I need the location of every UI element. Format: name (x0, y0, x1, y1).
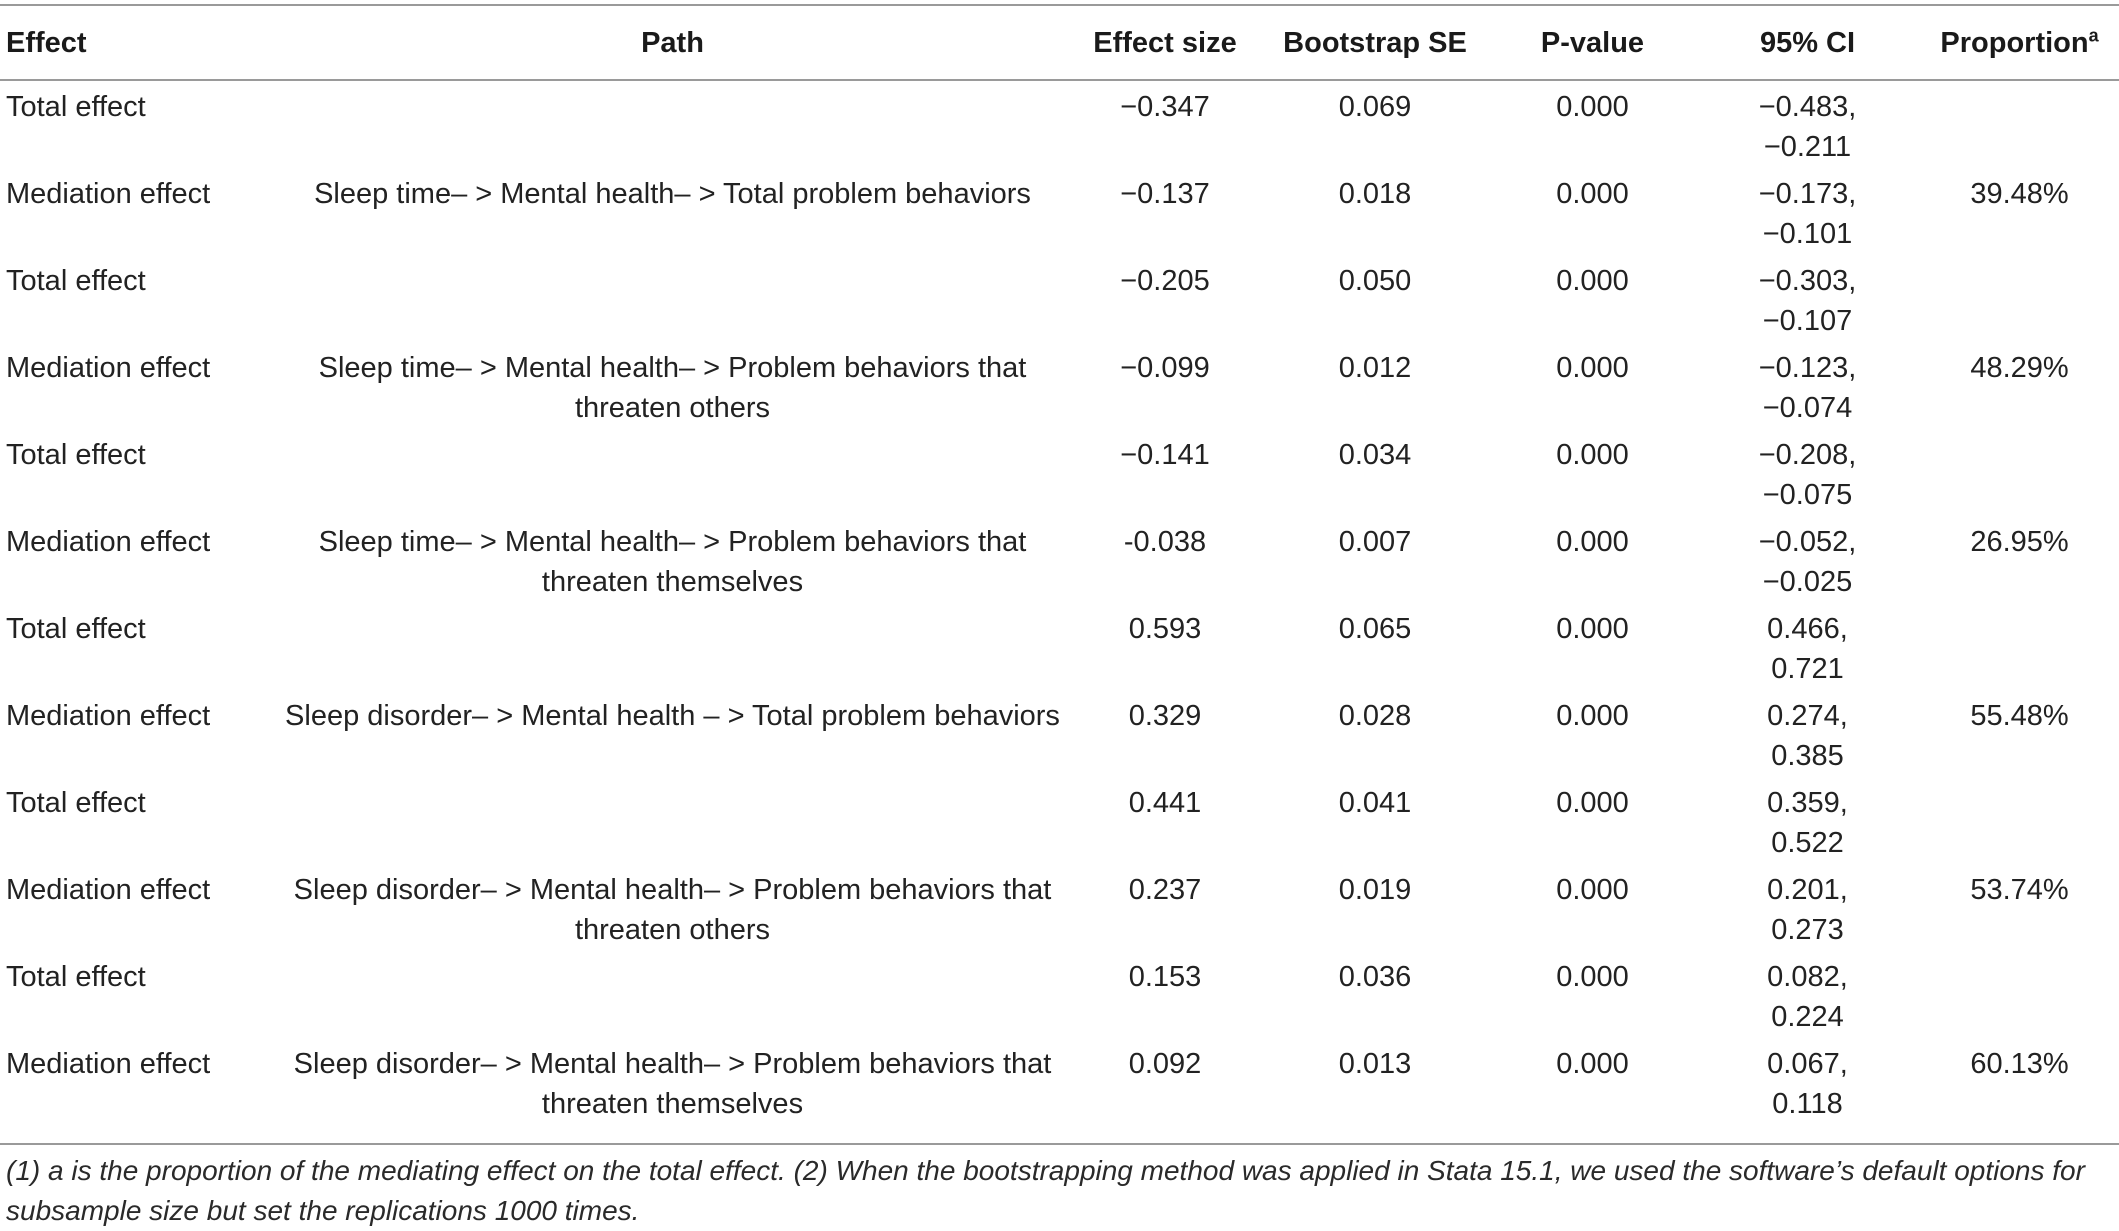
ci-lower: −0.123, (1758, 352, 1857, 384)
cell-effect: Mediation effect (6, 178, 211, 210)
cell-p-value: 0.000 (1556, 874, 1629, 906)
header-proportion-superscript: a (2088, 24, 2099, 45)
cell-ci (1695, 255, 1920, 342)
cell-effect-size: 0.593 (1128, 613, 1202, 645)
cell-bootstrap-se: 0.028 (1338, 700, 1412, 732)
ci-upper: −0.101 (1762, 218, 1853, 250)
cell-effect-size: 0.329 (1128, 700, 1202, 732)
header-p-value: P-value (1490, 5, 1695, 80)
cell-bootstrap-se: 0.012 (1338, 352, 1412, 384)
cell-effect: Mediation effect (6, 874, 211, 906)
cell-bootstrap-se: 0.007 (1338, 526, 1412, 558)
cell-path (275, 603, 1070, 690)
ci-upper: 0.721 (1771, 653, 1844, 685)
cell-bootstrap-se: 0.036 (1338, 961, 1412, 993)
cell-ci (1695, 864, 1920, 951)
header-path: Path (275, 5, 1070, 80)
cell-bootstrap-se: 0.018 (1338, 178, 1412, 210)
header-proportion-label: Proportion (1940, 26, 2089, 59)
mediation-effects-table (0, 4, 2119, 1125)
cell-effect: Total effect (6, 787, 146, 819)
table-footnote: (1) a is the proportion of the mediating effect on the total effect. (2) When the bootstrapping method was applied in Stata 15.1, we used the software’s default options for subsample size but set the replications 1000 times. (0, 1143, 2119, 1231)
cell-effect-size: −0.099 (1120, 352, 1210, 384)
cell-effect: Total effect (6, 961, 146, 993)
table-row (0, 1038, 2119, 1125)
cell-proportion: 53.74% (1970, 874, 2069, 906)
cell-effect-size: −0.205 (1120, 265, 1210, 297)
cell-p-value: 0.000 (1556, 1048, 1629, 1080)
header-row (0, 5, 2119, 80)
cell-bootstrap-se: 0.069 (1338, 91, 1412, 123)
ci-upper: 0.385 (1771, 740, 1844, 772)
cell-ci (1695, 168, 1920, 255)
cell-p-value: 0.000 (1556, 700, 1629, 732)
cell-proportion: 48.29% (1970, 352, 2069, 384)
ci-lower: −0.208, (1758, 439, 1857, 471)
ci-lower: −0.173, (1758, 178, 1857, 210)
cell-path (275, 951, 1070, 1038)
cell-effect: Total effect (6, 439, 146, 471)
cell-ci (1695, 342, 1920, 429)
cell-proportion (1920, 951, 2119, 1038)
mediation-table-container (0, 4, 2119, 1125)
cell-ci (1695, 603, 1920, 690)
cell-bootstrap-se: 0.050 (1338, 265, 1412, 297)
ci-lower: 0.359, (1767, 787, 1848, 819)
ci-upper: 0.224 (1771, 1001, 1844, 1033)
cell-p-value: 0.000 (1556, 961, 1629, 993)
header-effect-size: Effect size (1070, 5, 1260, 80)
cell-path (275, 429, 1070, 516)
cell-ci (1695, 777, 1920, 864)
cell-ci (1695, 951, 1920, 1038)
cell-proportion (1920, 429, 2119, 516)
cell-ci (1695, 690, 1920, 777)
header-ci: 95% CI (1695, 5, 1920, 80)
cell-effect-size: 0.092 (1128, 1048, 1202, 1080)
ci-upper: −0.211 (1763, 131, 1852, 163)
ci-upper: 0.273 (1771, 914, 1844, 946)
cell-effect: Total effect (6, 613, 146, 645)
cell-bootstrap-se: 0.013 (1338, 1048, 1412, 1080)
cell-proportion (1920, 255, 2119, 342)
ci-lower: 0.466, (1767, 613, 1848, 645)
header-effect: Effect (0, 5, 275, 80)
cell-path (275, 777, 1070, 864)
table-row (0, 603, 2119, 690)
ci-upper: −0.025 (1762, 566, 1853, 598)
table-body (0, 80, 2119, 1125)
header-bootstrap-se: Bootstrap SE (1260, 5, 1490, 80)
table-row (0, 255, 2119, 342)
ci-lower: −0.303, (1758, 265, 1857, 297)
cell-path (275, 80, 1070, 168)
ci-upper: 0.522 (1771, 827, 1844, 859)
cell-p-value: 0.000 (1556, 178, 1629, 210)
cell-effect-size: 0.237 (1128, 874, 1202, 906)
cell-p-value: 0.000 (1556, 787, 1629, 819)
cell-effect-size: −0.141 (1120, 439, 1210, 471)
cell-path: Sleep time– > Mental health– > Problem behaviors that threaten others (318, 352, 1027, 424)
cell-path: Sleep disorder– > Mental health– > Problem behaviors that threaten themselves (293, 1048, 1052, 1120)
cell-bootstrap-se: 0.065 (1338, 613, 1412, 645)
cell-proportion (1920, 777, 2119, 864)
table-row (0, 80, 2119, 168)
cell-p-value: 0.000 (1556, 526, 1629, 558)
cell-ci (1695, 429, 1920, 516)
cell-p-value: 0.000 (1556, 352, 1629, 384)
header-proportion (1920, 5, 2119, 80)
cell-effect: Total effect (6, 265, 146, 297)
table-row (0, 516, 2119, 603)
cell-p-value: 0.000 (1556, 265, 1629, 297)
ci-lower: −0.052, (1758, 526, 1857, 558)
table-row (0, 168, 2119, 255)
ci-lower: 0.082, (1767, 961, 1848, 993)
cell-bootstrap-se: 0.019 (1338, 874, 1412, 906)
cell-effect: Mediation effect (6, 352, 211, 384)
cell-proportion (1920, 80, 2119, 168)
ci-lower: 0.067, (1767, 1048, 1848, 1080)
cell-effect: Mediation effect (6, 700, 211, 732)
cell-p-value: 0.000 (1556, 91, 1629, 123)
ci-upper: −0.107 (1762, 305, 1853, 337)
cell-path: Sleep time– > Mental health– > Total problem behaviors (314, 178, 1031, 210)
table-row (0, 777, 2119, 864)
cell-path: Sleep disorder– > Mental health – > Total problem behaviors (285, 700, 1060, 732)
cell-path: Sleep disorder– > Mental health– > Problem behaviors that threaten others (293, 874, 1052, 946)
ci-lower: 0.274, (1767, 700, 1848, 732)
ci-lower: −0.483, (1758, 91, 1857, 123)
cell-bootstrap-se: 0.034 (1338, 439, 1412, 471)
cell-p-value: 0.000 (1556, 439, 1629, 471)
cell-effect: Mediation effect (6, 526, 211, 558)
table-row (0, 429, 2119, 516)
cell-ci (1695, 1038, 1920, 1125)
cell-bootstrap-se: 0.041 (1338, 787, 1412, 819)
ci-lower: 0.201, (1767, 874, 1848, 906)
ci-upper: −0.075 (1762, 479, 1853, 511)
cell-effect-size: −0.347 (1120, 91, 1210, 123)
cell-effect: Mediation effect (6, 1048, 211, 1080)
cell-ci (1695, 80, 1920, 168)
cell-effect-size: -0.038 (1123, 526, 1207, 558)
cell-ci (1695, 516, 1920, 603)
cell-proportion: 60.13% (1970, 1048, 2069, 1080)
cell-path (275, 255, 1070, 342)
cell-effect-size: 0.441 (1128, 787, 1202, 819)
cell-p-value: 0.000 (1556, 613, 1629, 645)
cell-effect-size: −0.137 (1120, 178, 1210, 210)
table-row (0, 690, 2119, 777)
ci-upper: −0.074 (1762, 392, 1853, 424)
table-row (0, 864, 2119, 951)
table-row (0, 951, 2119, 1038)
ci-upper: 0.118 (1772, 1088, 1843, 1120)
cell-proportion: 55.48% (1970, 700, 2069, 732)
cell-proportion: 39.48% (1970, 178, 2069, 210)
table-row (0, 342, 2119, 429)
cell-path: Sleep time– > Mental health– > Problem behaviors that threaten themselves (318, 526, 1027, 598)
cell-proportion: 26.95% (1970, 526, 2069, 558)
cell-effect-size: 0.153 (1128, 961, 1202, 993)
cell-proportion (1920, 603, 2119, 690)
cell-effect: Total effect (6, 91, 146, 123)
